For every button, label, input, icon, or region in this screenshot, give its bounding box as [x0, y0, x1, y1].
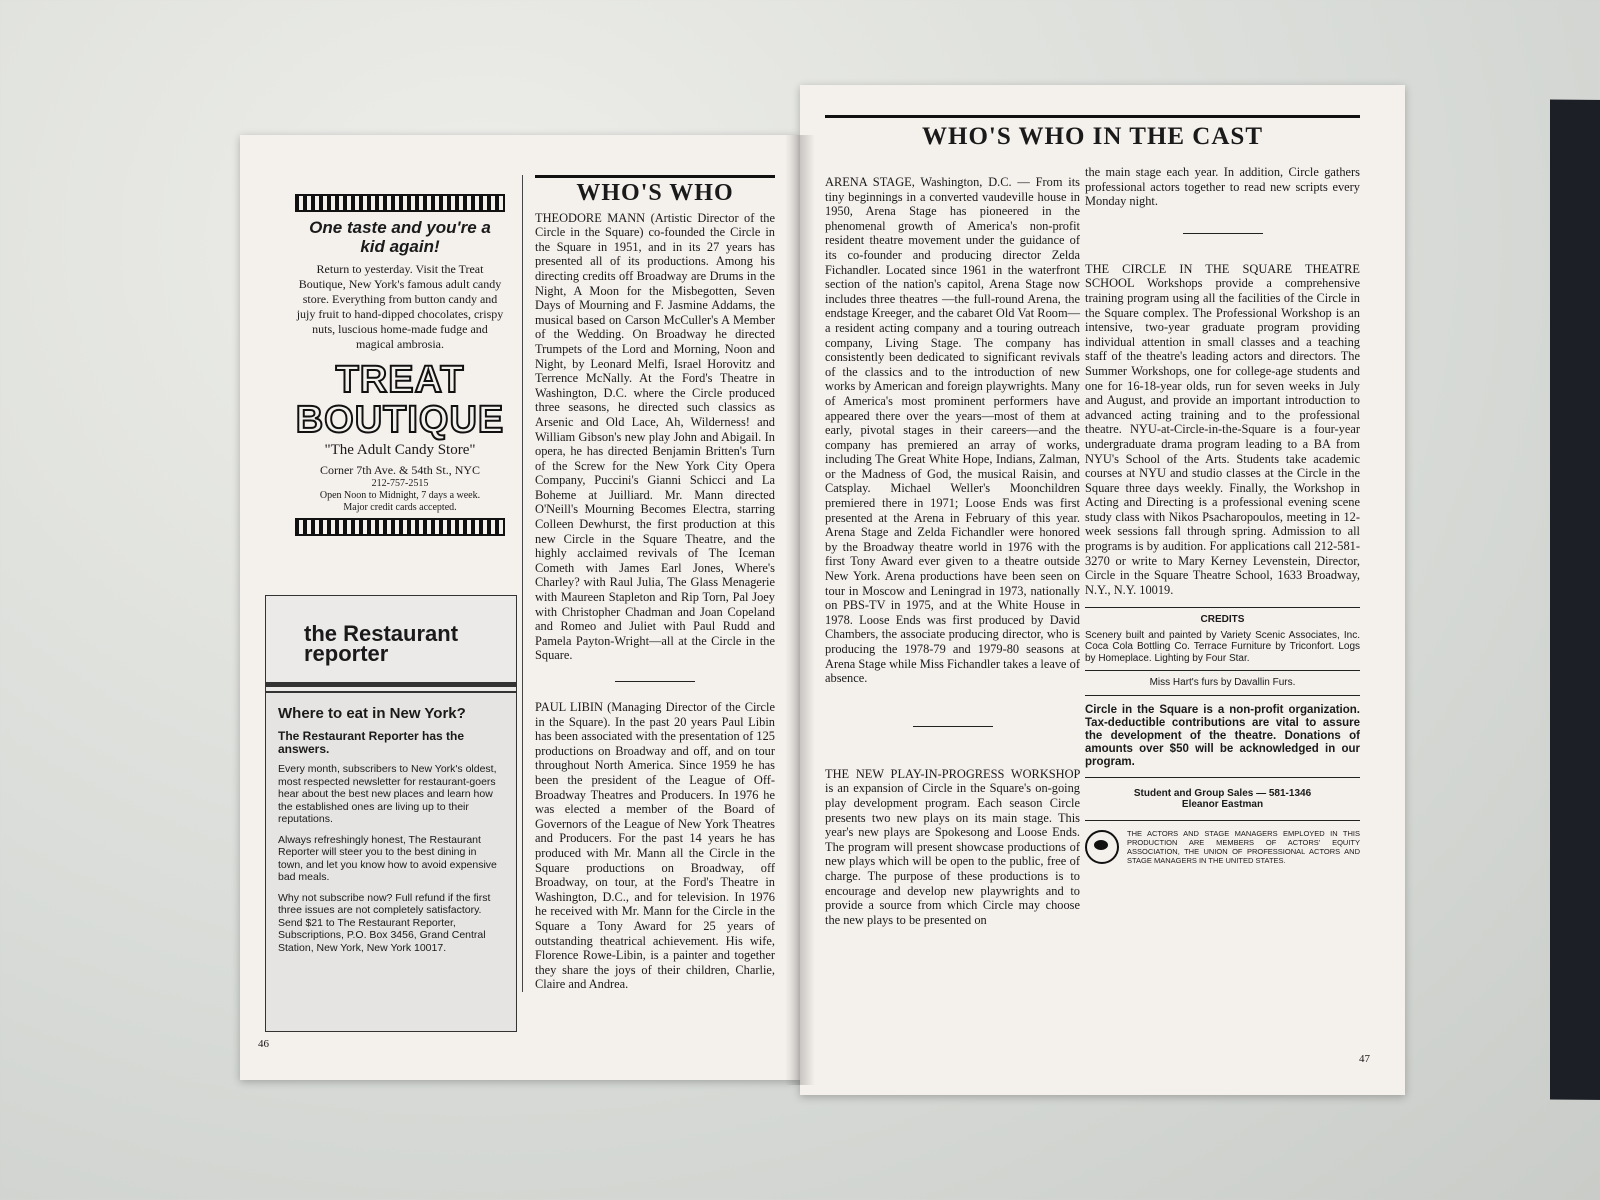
page-number-right: 47: [1359, 1053, 1370, 1065]
actors-equity-logo-icon: [1085, 830, 1119, 864]
workshop-lead: THE NEW PLAY-IN-PROGRESS WORKSHOP: [825, 766, 1080, 781]
mann-name: THEODORE MANN: [535, 210, 646, 225]
credits-block: [1085, 607, 1360, 696]
whos-who-column: [522, 175, 775, 992]
heading-rule-right: [825, 115, 1360, 118]
equity-notice-text: THE ACTORS AND STAGE MANAGERS EMPLOYED IN THIS PRODUCTION ARE MEMBERS OF ACTORS' EQUITY ASSOCIATION, THE UNION OF PROFESSIONAL ACTORS AND STAGE MANAGERS IN THE UNITED STATES.: [1127, 828, 1360, 865]
libin-name: PAUL LIBIN: [535, 700, 603, 714]
restaurant-reporter-ad: [265, 595, 517, 1032]
furs-credit: Miss Hart's furs by Davallin Furs.: [1149, 677, 1296, 689]
section-divider: [913, 726, 993, 727]
page-gutter: [785, 135, 815, 1085]
workshop-body: is an expansion of Circle in the Square's on-going play development program. Each season Circle presents two new plays on its main stage. This year's new plays are Spokesong and Loose Ends. The program will present showcase productions of new plays which will be open to the public, free of charge. The purpose of these productions is to encourage and develop new playwrights and to provide a source from which Circle may choose the new plays to be presented on: [825, 781, 1080, 927]
candy-ad-phone: 212-757-2515: [371, 478, 429, 489]
equity-notice: [1085, 821, 1360, 873]
arena-stage-lead: ARENA STAGE: [825, 175, 912, 189]
restaurant-ad-question: Where to eat in New York?: [278, 705, 466, 722]
cast-heading-block: [825, 115, 1360, 151]
candy-ad-body: Return to yesterday. Visit the Treat Boutique, New York's famous adult candy store. Everything from button candy and jujy fruit to hand-dipped chocolates, crispy nuts, luscious home-made fudge and magical ambrosia.: [296, 262, 504, 351]
treat-boutique-ad: [295, 190, 505, 540]
ad-border-top: [295, 194, 505, 212]
nonprofit-notice: Circle in the Square is a non-profit organization. Tax-deductible contributions are vital to assure the development of the theatre. Donations of amounts over $50 will be acknowledged in our program.: [1085, 703, 1360, 768]
group-sales-line: Student and Group Sales — 581-1346: [1133, 787, 1312, 799]
mann-bio: [535, 211, 775, 663]
mann-body: (Artistic Director of the Circle in the Square) co-founded the Circle in the Square in 1951, and in its 27 years has presented all of its productions. Among his directing credits off Broadway are Drums in the Night, A Moon for the Misbegotten, Seven Days of Mourning and F. Jasmine Addams, the musical based on Carson McCuller's A Member of the Wedding. On Broadway he directed Trumpets of the Lord and Morning, Noon and Night, by Leonard Melfi, Israel Horovitz and Terrence McNally. At the Ford's Theatre in Washington, D.C. where the Circle produced three seasons, he directed such classics as Arsenic and Old Lace, Ah, Wilderness! and William Gibson's new play John and Abigail. In opera, he has directed Benjamin Britten's Turn of the Screw for the New York City Opera Company, Puccini's Gianni Schicci and La Boheme at Juilliard. Mr. Mann directed O'Neill's Mourning Becomes Electra, starring Colleen Dewhurst, the first production at this new Circle in the Square Theatre, and the highly acclaimed revivals of The Iceman Cometh with James Earl Jones, Where's Charley? with Raul Julia, The Glass Menagerie with Maureen Stapleton and Rip Torn, Pal Joey with Christopher Chadman and Joan Copeland and Romeo and Juliet with Paul Rudd and Pamela Payton-Wright—all at the Circle in the Square.: [535, 210, 775, 663]
whos-who-in-the-cast-heading: WHO'S WHO IN THE CAST: [922, 123, 1263, 150]
right-page: [800, 85, 1405, 1095]
theatre-school-body: Workshops provide a comprehensive training program using all the facilities of the Circle in the Square complex. The Professional Workshop is an intensive, two-year graduate program providing individual attention in small classes and a teaching staff of the theatre's leading actors and directors. The Summer Workshops, one for college-age students and one for 16-18-year olds, run for seven weeks in July and August, and provide an important introduction to advanced acting training and to the professional theatre. NYU-at-Circle-in-the-Square is a four-year undergraduate drama program leading to a BA from NYU's School of the Arts. Students take academic courses at NYU and studio classes at the Circle in the Square three days weekly. Finally, the Workshop in Acting and Directing is a professional evening scene study class with Nikos Psacharopoulos, meeting in 12-week sessions fall through spring. Admission to all programs is by audition. For applications call 212-581-3270 or write to Mary Kerney Levenstein, Director, Circle in the Square Theatre School, 1633 Broadway, N.Y., N.Y. 10019.: [1085, 276, 1360, 597]
right-column-a: [825, 175, 1080, 927]
back-cover-edge: [1550, 100, 1600, 1101]
theatre-school-lead: THE CIRCLE IN THE SQUARE THEATRE SCHOOL: [1085, 261, 1360, 291]
workshop-bio: [825, 767, 1080, 928]
credits-body: Scenery built and painted by Variety Scenic Associates, Inc. Coca Cola Bottling Co. Terrace Furniture by Triconfort. Logs by Homeplace. Lighting by Four Star.: [1085, 629, 1360, 664]
treat-boutique-logo: TREAT BOUTIQUE: [295, 359, 505, 441]
page-number-left: 46: [258, 1038, 269, 1050]
candy-ad-tagline: "The Adult Candy Store": [324, 442, 476, 458]
restaurant-reporter-masthead: [266, 596, 516, 693]
candy-ad-headline: One taste and you're a kid again!: [309, 218, 491, 256]
candy-ad-hours: Open Noon to Midnight, 7 days a week.: [319, 490, 481, 501]
restaurant-ad-p1: Every month, subscribers to New York's oldest, most respected newsletter for restaurant-goers hear about the best new places and learn how the established ones are living up to their reputations.: [278, 763, 497, 825]
credits-title: CREDITS: [1200, 614, 1245, 626]
right-column-b: [1085, 165, 1360, 873]
libin-body: (Managing Director of the Circle in the Square). In the past 20 years Paul Libin has been associated with the presentation of 125 productions on Broadway and off, and on tour throughout North America. Since 1959 he has been the president of the League of Off-Broadway Theatres and Producers. In 1976 he was elected a member of the Board of Governors of the League of New York Theatres and Producers. For the past 14 years he has produced with Mr. Mann all the Circle in the Square productions on Broadway, off Broadway, on tour, at the Ford's Theatre in Washington, D.C., and for television. In 1976 he received with Mr. Mann for the Circle in the Square a Tony Award for 25 years of outstanding theatrical achievement. His wife, Florence Rowe-Libin, is a painter and together they share the joys of their children, Charlie, Claire and Andrea.: [535, 700, 775, 992]
candy-ad-credit: Major credit cards accepted.: [343, 502, 457, 513]
left-page: [240, 135, 800, 1080]
workshop-continued: the main stage each year. In addition, Circle gathers professional actors together to read new scripts every Monday night.: [1085, 165, 1360, 209]
section-divider: [615, 681, 695, 682]
group-sales-contact: Eleanor Eastman: [1181, 798, 1264, 810]
group-sales: [1085, 778, 1360, 820]
restaurant-reporter-logo: the Restaurant reporter: [304, 621, 459, 666]
arena-stage-bio: [825, 175, 1080, 686]
candy-ad-address: Corner 7th Ave. & 54th St., NYC: [319, 463, 481, 477]
restaurant-ad-p3: Why not subscribe now? Full refund if the first three issues are not completely satisfactory. Send $21 to The Restaurant Reporter, Subscriptions, P.O. Box 3456, Grand Central Station, New York, New York 10017.: [278, 891, 491, 954]
whos-who-heading: WHO'S WHO: [576, 180, 734, 206]
program-booklet: [240, 80, 1430, 1125]
arena-stage-body: , Washington, D.C. — From its tiny beginnings in a converted vaudeville house in 1950, Arena Stage has pioneered in the phenomenal growth of America's non-profit resident theatre movement under the guidance of its co-founder and producing director Zelda Fichandler. Located since 1961 in the waterfront section of the nation's capitol, Arena Stage now includes three theatres —the full-round Arena, the endstage Kreeger, and the cabaret Old Vat Room—a resident acting company and a touring outreach company, Living Stage. The company has consistently been dedicated to significant revivals of the classics and to the introduction of new works by American and foreign playwrights. Many of America's most prominent performers have appeared there over the years—most of them at early, pivotal stages in their careers—and the company has premiered an array of works, including The Great White Hope, Indians, Zalman, or the Madness of God, the musical Raisin, and Catsplay. Michael Weller's Moonchildren premiered there in 1971; Loose Ends was first presented at the Arena in February of this year. Arena Stage and Zelda Fichandler were honored by the Broadway theatre world in 1976 with the first Tony Award ever given to a theatre outside New York. Arena productions have been seen on tour in Moscow and Leningrad in 1973, nationally on PBS-TV in 1975, and at the White House in 1978. Loose Ends was first produced by David Chambers, the associate producing director, who is producing the 1978-79 and 1979-80 seasons at Arena Stage while Miss Fichandler takes a leave of absence.: [825, 175, 1080, 686]
credits-rule: [1085, 607, 1360, 608]
ad-border-bottom: [295, 518, 505, 536]
masthead-strip: [266, 682, 516, 687]
theatre-school-bio: [1085, 262, 1360, 598]
restaurant-ad-p2: Always refreshingly honest, The Restaurant Reporter will steer you to the best dining in town, and let you know how to avoid expensive bad meals.: [278, 833, 497, 883]
heading-rule: [535, 175, 775, 178]
section-divider: [1183, 233, 1263, 234]
libin-bio: [535, 700, 775, 992]
restaurant-ad-lead: The Restaurant Reporter has the answers.: [278, 729, 465, 756]
